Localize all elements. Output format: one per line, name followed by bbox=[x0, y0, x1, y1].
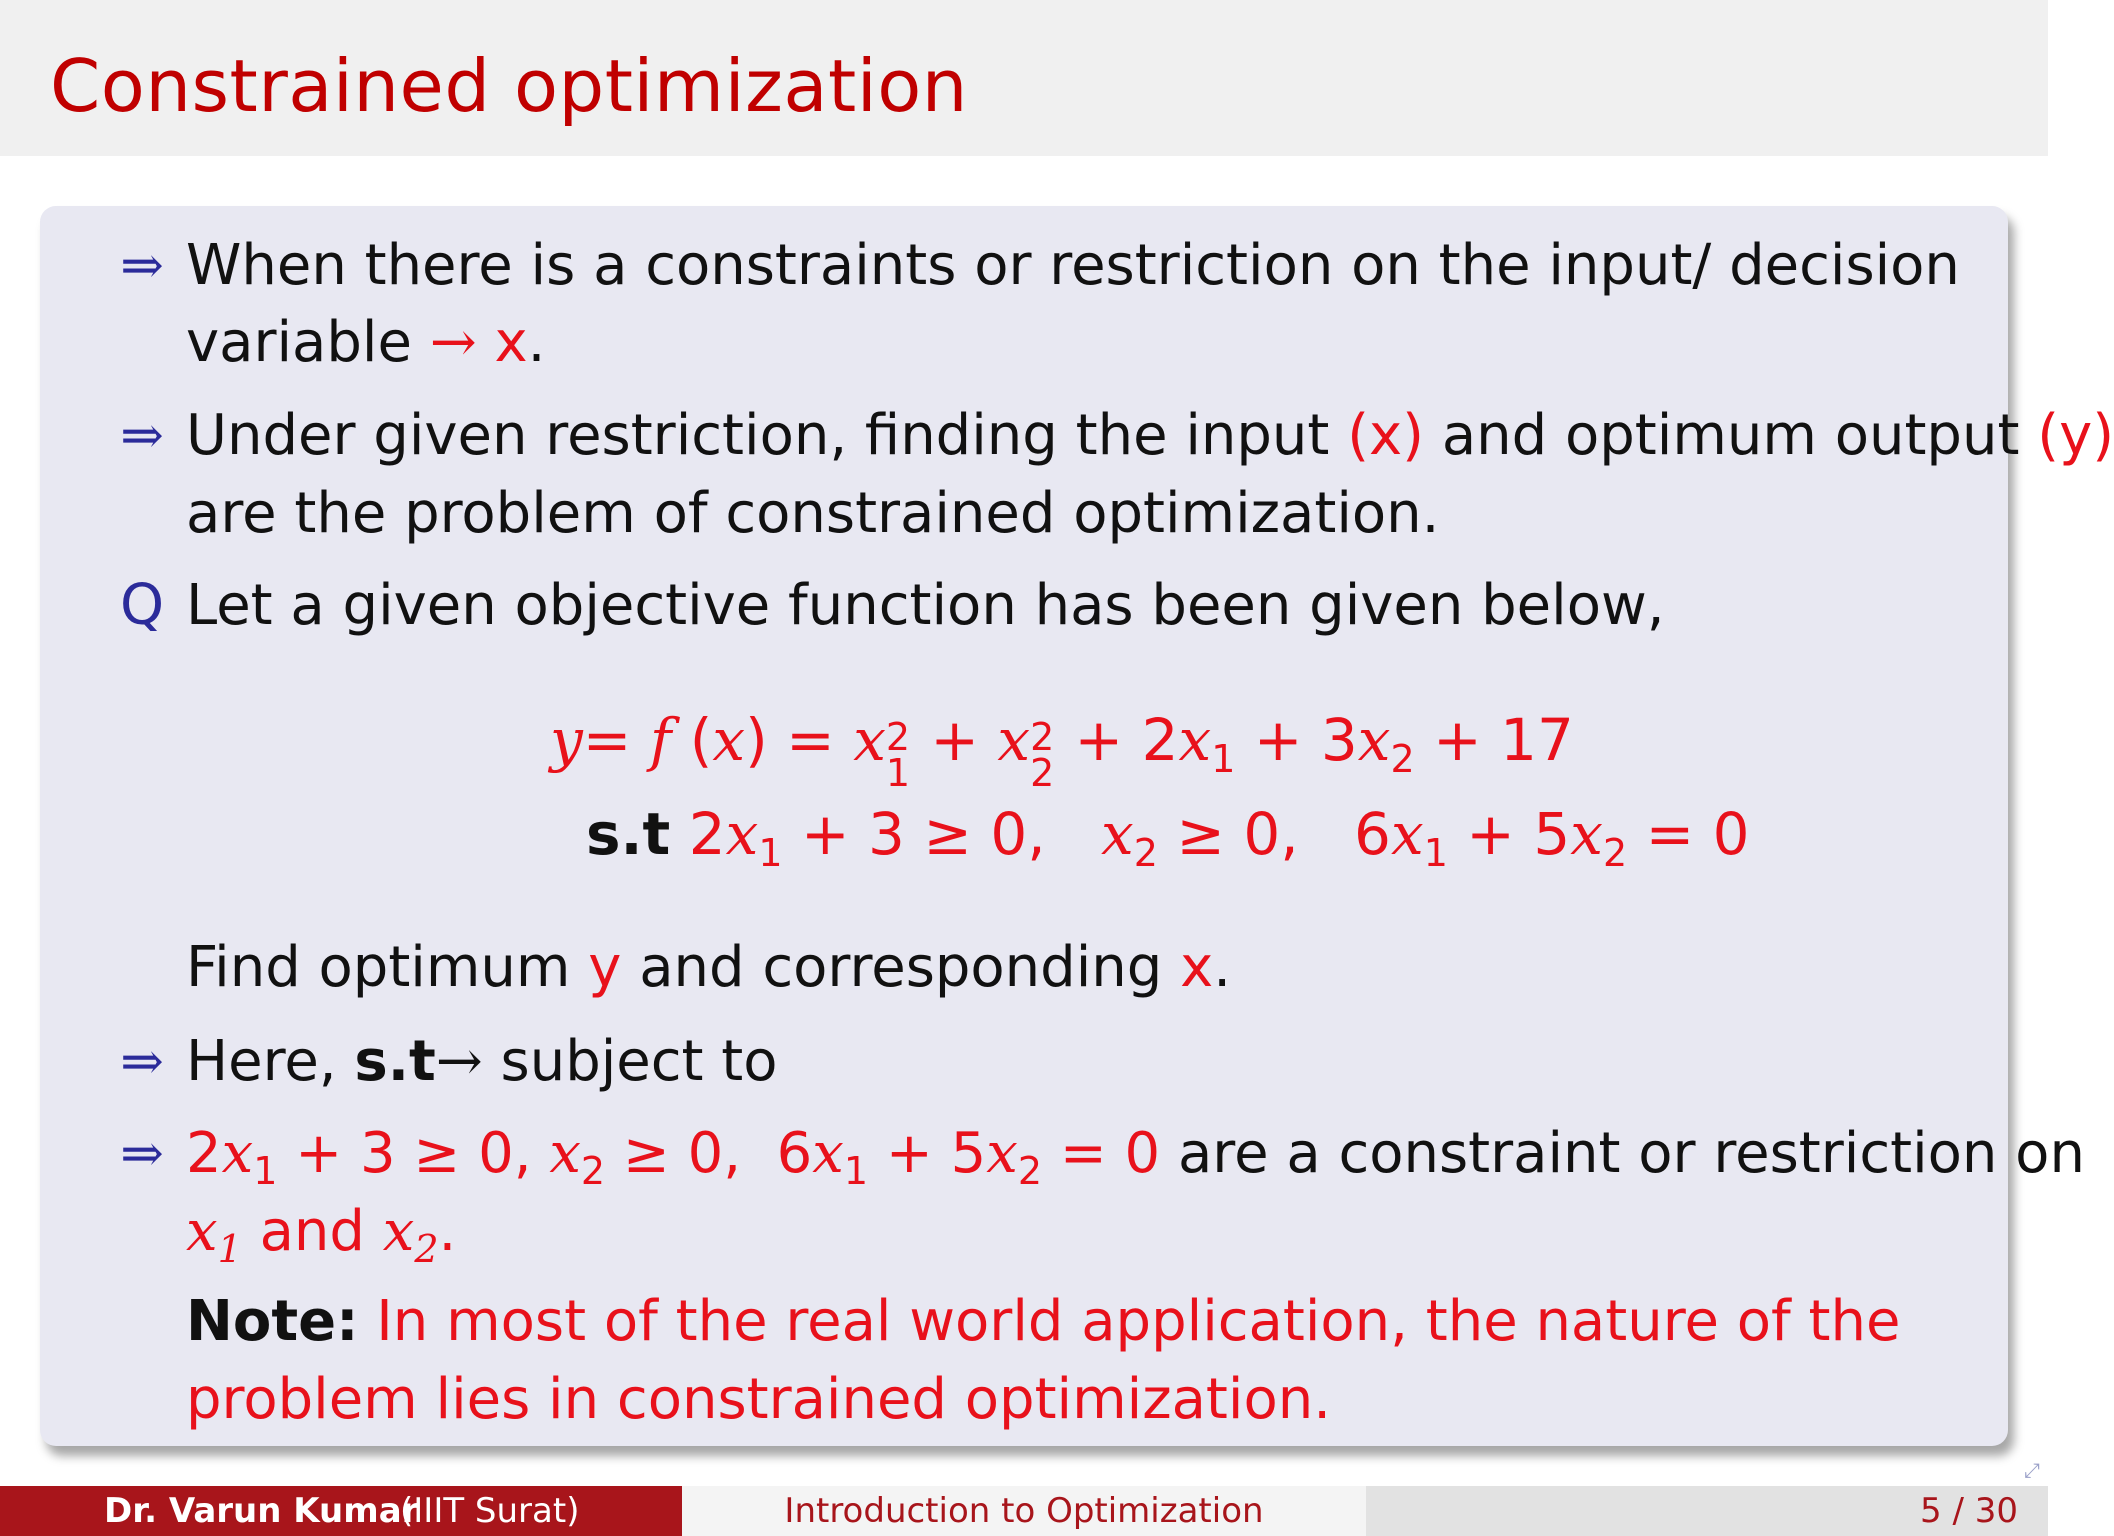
bullet-1-line-1: When there is a constraints or restriction on the input/ decision bbox=[186, 233, 1960, 298]
constraints-line-1 bbox=[186, 1116, 2085, 1192]
footer-author: Dr. Varun Kumar bbox=[104, 1491, 419, 1531]
period: . bbox=[527, 310, 546, 375]
find-text-b: and corresponding bbox=[621, 935, 1181, 1000]
find-x: x bbox=[1180, 935, 1214, 1000]
here-text: Here, bbox=[186, 1029, 355, 1094]
output-y: (y) bbox=[2037, 403, 2114, 468]
st-label: s.t bbox=[586, 800, 671, 868]
find-text-a: Find optimum bbox=[186, 935, 589, 1000]
page-number: 5 / 30 bbox=[1920, 1491, 2018, 1531]
implies-icon: ⇒ bbox=[120, 1032, 164, 1092]
implies-icon: ⇒ bbox=[120, 1124, 164, 1184]
navigation-icon[interactable]: ⤢ bbox=[2024, 1458, 2040, 1482]
slide-header bbox=[0, 0, 2048, 156]
bullet-2-text-b: and optimum output bbox=[1424, 403, 2038, 468]
constraints-inline: $2x_1 + 3 \ge 0$, $x_2 \ge 0$, $6x_1 + 5x_2 = 0$ bbox=[186, 1121, 1161, 1193]
question-marker: Q bbox=[119, 573, 165, 638]
input-x: (x) bbox=[1347, 403, 1425, 468]
bullet-2-line-1 bbox=[186, 398, 2114, 474]
and-text: and bbox=[241, 1199, 383, 1264]
slide-footer bbox=[0, 1486, 2048, 1536]
constraints-line-2 bbox=[186, 1194, 456, 1270]
st-bold: s.t bbox=[354, 1029, 436, 1094]
question-text: Let a given objective function has been given below, bbox=[186, 573, 1665, 638]
variable-x bbox=[477, 310, 495, 375]
note-line-2: problem lies in constrained optimization. bbox=[186, 1367, 1331, 1432]
subject-to-line bbox=[186, 1024, 778, 1100]
arrow-icon: → bbox=[429, 310, 477, 375]
bullet-1-line-2 bbox=[186, 305, 545, 381]
bullet-1-text: variable bbox=[186, 310, 430, 375]
slide-title: Constrained optimization bbox=[50, 44, 968, 128]
implies-icon: ⇒ bbox=[120, 406, 164, 466]
constraints-text: are a constraint or restriction on bbox=[1160, 1121, 2085, 1186]
content-block bbox=[40, 206, 2114, 1446]
footer-author-section bbox=[0, 1486, 682, 1536]
find-y: y bbox=[588, 935, 622, 1000]
constraints-equation: s.t $2x_1 + 3 \ge 0$, $x_2 \ge 0$, $6x_1 + 5x_2 = 0$ bbox=[586, 800, 1750, 875]
find-period: . bbox=[1213, 935, 1232, 1000]
footer-institute: (IIIT Surat) bbox=[400, 1491, 580, 1531]
note-line-1 bbox=[186, 1284, 1900, 1360]
arrow-icon: → bbox=[435, 1029, 483, 1094]
note-text-1: In most of the real world application, the nature of the bbox=[358, 1289, 1901, 1354]
bullet-2-text-a: Under given restriction, finding the input bbox=[186, 403, 1348, 468]
period: . bbox=[438, 1199, 457, 1264]
var-x2: $x_2$ bbox=[382, 1199, 439, 1271]
footer-course: Introduction to Optimization bbox=[682, 1486, 1366, 1536]
var-x1: $x_1$ bbox=[186, 1199, 242, 1271]
footer-page-section bbox=[1366, 1486, 2048, 1536]
variable-x-label: x bbox=[494, 310, 528, 375]
note-label: Note: bbox=[186, 1289, 359, 1354]
subject-to-text: subject to bbox=[482, 1029, 778, 1094]
bullet-2-line-2: are the problem of constrained optimization. bbox=[186, 481, 1440, 546]
implies-icon: ⇒ bbox=[120, 236, 164, 296]
find-optimum-text bbox=[186, 930, 1231, 1006]
objective-function: y= f (x) = x 2 1 + x 2 2 + $2x_1 + 3x_2 + 17$ bbox=[550, 706, 1574, 795]
